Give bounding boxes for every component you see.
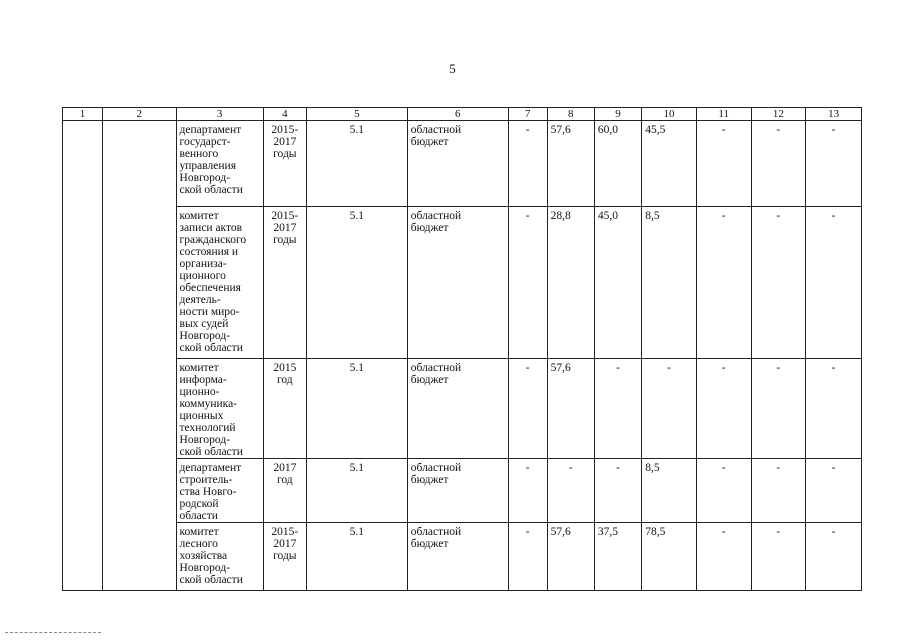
column-number: 12 bbox=[751, 108, 806, 121]
value-cell bbox=[751, 207, 806, 359]
value-cell bbox=[751, 523, 806, 591]
period-cell bbox=[263, 207, 306, 359]
value-text: - bbox=[525, 462, 530, 474]
column-number: 9 bbox=[594, 108, 641, 121]
period-text: 2015- 2017 годы bbox=[271, 210, 299, 246]
table-row bbox=[63, 459, 862, 523]
value-cell bbox=[696, 523, 751, 591]
value-text: - bbox=[525, 124, 530, 136]
period-cell bbox=[263, 523, 306, 591]
value-cell bbox=[547, 207, 594, 359]
table-row bbox=[63, 359, 862, 459]
value-text: 45,0 bbox=[597, 210, 619, 222]
value-text: - bbox=[831, 124, 836, 136]
value-text: - bbox=[831, 362, 836, 374]
table-row bbox=[63, 523, 862, 591]
column-number: 2 bbox=[102, 108, 176, 121]
table-row bbox=[63, 121, 862, 207]
target-cell bbox=[306, 207, 407, 359]
value-text: - bbox=[831, 210, 836, 222]
value-cell bbox=[642, 523, 697, 591]
value-cell bbox=[594, 459, 641, 523]
period-text: 2015- 2017 годы bbox=[271, 124, 299, 160]
target-cell bbox=[306, 459, 407, 523]
value-text: 28,8 bbox=[550, 210, 571, 222]
value-cell bbox=[806, 121, 862, 207]
value-cell bbox=[696, 359, 751, 459]
value-cell bbox=[642, 359, 697, 459]
value-text: 37,5 bbox=[597, 526, 619, 538]
value-cell bbox=[508, 121, 547, 207]
executor-cell bbox=[176, 359, 263, 459]
value-text: - bbox=[525, 526, 530, 538]
executor-cell bbox=[176, 523, 263, 591]
value-cell bbox=[594, 207, 641, 359]
value-text: 8,5 bbox=[645, 462, 660, 474]
executor-cell bbox=[176, 459, 263, 523]
value-text: - bbox=[721, 526, 726, 538]
value-cell bbox=[547, 523, 594, 591]
executor-text: департамент государст- венного управления Новгород- ской области bbox=[179, 124, 243, 196]
value-cell bbox=[642, 121, 697, 207]
executor-text: комитет лесного хозяйства Новгород- ской области bbox=[179, 526, 243, 586]
merged-cell-col-2 bbox=[102, 121, 176, 591]
target-cell bbox=[306, 121, 407, 207]
period-text: 2015 год bbox=[273, 362, 297, 386]
source-text: областной бюджет bbox=[410, 526, 462, 550]
value-text: - bbox=[776, 124, 781, 136]
source-text: областной бюджет bbox=[410, 210, 462, 234]
target-text: 5.1 bbox=[349, 462, 364, 474]
source-text: областной бюджет bbox=[410, 124, 462, 148]
value-text: - bbox=[776, 526, 781, 538]
value-text: - bbox=[667, 362, 671, 374]
value-text: - bbox=[721, 210, 726, 222]
value-text: 60,0 bbox=[597, 124, 619, 136]
value-text: - bbox=[776, 462, 781, 474]
period-cell bbox=[263, 121, 306, 207]
value-cell bbox=[547, 359, 594, 459]
source-cell bbox=[407, 459, 508, 523]
target-text: 5.1 bbox=[349, 124, 364, 136]
value-cell bbox=[751, 121, 806, 207]
value-text: - bbox=[525, 362, 530, 374]
value-cell bbox=[751, 359, 806, 459]
value-text: - bbox=[616, 462, 620, 474]
executor-text: департамент строитель- ства Новго- родской области bbox=[179, 462, 242, 522]
target-text: 5.1 bbox=[349, 362, 364, 374]
value-cell bbox=[594, 121, 641, 207]
value-cell bbox=[508, 459, 547, 523]
column-number: 10 bbox=[642, 108, 697, 121]
scan-edge-mark bbox=[5, 632, 101, 633]
period-text: 2017 год bbox=[273, 462, 297, 486]
executor-text: комитет записи актов гражданского состояния и организа- ционного обеспечения деятель- ности миро- вых судей Новгород- ской области bbox=[179, 210, 247, 354]
value-text: - bbox=[721, 362, 726, 374]
source-text: областной бюджет bbox=[410, 362, 462, 386]
value-text: - bbox=[721, 462, 726, 474]
value-text: - bbox=[831, 462, 836, 474]
value-cell bbox=[508, 523, 547, 591]
value-cell bbox=[508, 207, 547, 359]
column-number: 6 bbox=[407, 108, 508, 121]
target-text: 5.1 bbox=[349, 210, 364, 222]
value-cell bbox=[594, 523, 641, 591]
column-number: 7 bbox=[508, 108, 547, 121]
table-row bbox=[63, 207, 862, 359]
column-number: 11 bbox=[696, 108, 751, 121]
program-table bbox=[62, 107, 862, 591]
value-text: 8,5 bbox=[645, 210, 660, 222]
period-cell bbox=[263, 359, 306, 459]
target-cell bbox=[306, 359, 407, 459]
source-text: областной бюджет bbox=[410, 462, 462, 486]
value-cell bbox=[547, 459, 594, 523]
column-number: 13 bbox=[806, 108, 862, 121]
merged-cell-col-1 bbox=[63, 121, 103, 591]
value-text: 78,5 bbox=[645, 526, 666, 538]
source-cell bbox=[407, 207, 508, 359]
page-number: 5 bbox=[449, 61, 456, 76]
value-text: 45,5 bbox=[645, 124, 666, 136]
value-text: - bbox=[568, 462, 573, 474]
target-text: 5.1 bbox=[349, 526, 364, 538]
source-cell bbox=[407, 523, 508, 591]
column-number: 4 bbox=[263, 108, 306, 121]
column-number: 5 bbox=[306, 108, 407, 121]
value-text: - bbox=[525, 210, 530, 222]
executor-text: комитет информа- ционно- коммуника- ционных технологий Новгород- ской области bbox=[179, 362, 243, 458]
value-text: - bbox=[831, 526, 836, 538]
value-text: 57,6 bbox=[550, 362, 571, 374]
period-cell bbox=[263, 459, 306, 523]
value-text: 57,6 bbox=[550, 526, 571, 538]
value-cell bbox=[547, 121, 594, 207]
value-text: - bbox=[776, 362, 781, 374]
source-cell bbox=[407, 121, 508, 207]
value-cell bbox=[696, 121, 751, 207]
value-cell bbox=[696, 459, 751, 523]
value-text: - bbox=[776, 210, 781, 222]
value-cell bbox=[508, 359, 547, 459]
value-cell bbox=[806, 459, 862, 523]
value-text: - bbox=[721, 124, 726, 136]
value-text: 57,6 bbox=[550, 124, 571, 136]
value-cell bbox=[642, 459, 697, 523]
value-text: - bbox=[616, 362, 620, 374]
column-number-row bbox=[63, 108, 862, 121]
column-number: 8 bbox=[547, 108, 594, 121]
executor-cell bbox=[176, 207, 263, 359]
value-cell bbox=[806, 207, 862, 359]
source-cell bbox=[407, 359, 508, 459]
column-number: 1 bbox=[63, 108, 103, 121]
column-number: 3 bbox=[176, 108, 263, 121]
value-cell bbox=[594, 359, 641, 459]
value-cell bbox=[642, 207, 697, 359]
target-cell bbox=[306, 523, 407, 591]
value-cell bbox=[806, 359, 862, 459]
period-text: 2015- 2017 годы bbox=[271, 526, 299, 562]
value-cell bbox=[751, 459, 806, 523]
value-cell bbox=[696, 207, 751, 359]
value-cell bbox=[806, 523, 862, 591]
executor-cell bbox=[176, 121, 263, 207]
